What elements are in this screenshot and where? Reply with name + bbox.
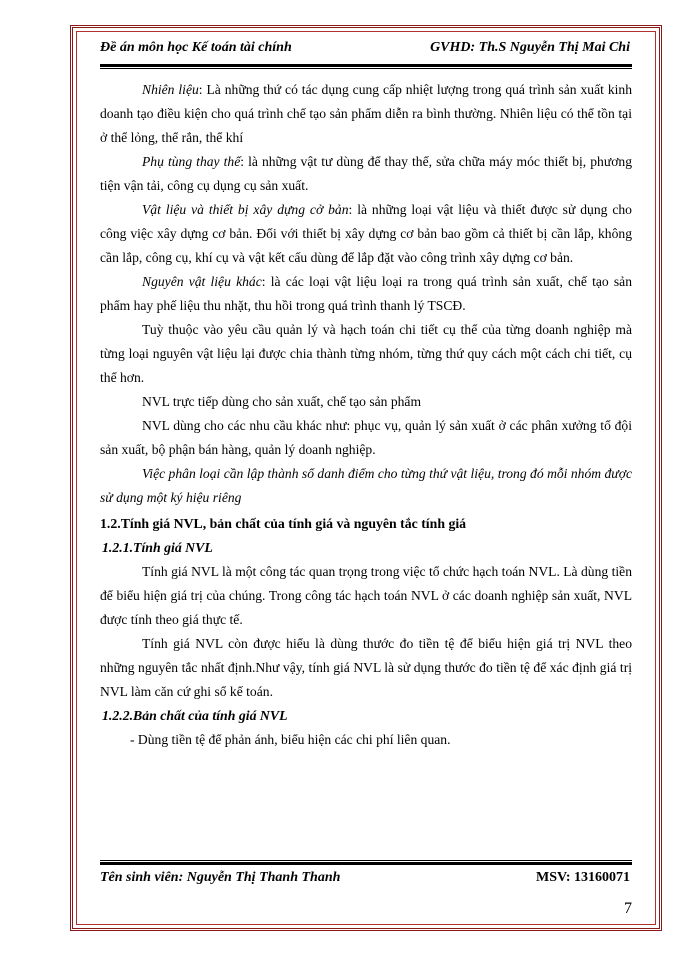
term-fuel: Nhiên liệu [142, 82, 199, 97]
footer-divider [100, 860, 632, 861]
page-footer [100, 870, 630, 892]
paragraph-pricing-principles: Tính giá NVL còn được hiểu là dùng thước đo tiền tệ để biểu hiện giá trị NVL theo những nguyên tắc nhất định.Như vậy, tính giá NVL là sử dụng thước đo tiền tệ để xác định giá trị NVL làm căn cứ ghi sổ kế toán. [100, 636, 632, 699]
paragraph-catalog-note: Việc phân loại cần lập thành sổ danh điểm cho từng thứ vật liệu, trong đó mỗi nhóm được sử dụng một ký hiệu riêng [100, 466, 632, 505]
page-number: 7 [624, 900, 632, 917]
paragraph-classification: Tuỳ thuộc vào yêu cầu quản lý và hạch toán chi tiết cụ thể của từng doanh nghiệp mà từng loại nguyên vật liệu lại được chia thành từng nhóm, từng thứ quy cách một cách chi tiết, cụ thể hơn. [100, 322, 632, 385]
text-spare-parts: : là những vật tư dùng để thay thế, sửa chữa máy móc thiết bị, phương tiện vận tải, công cụ dụng cụ sản xuất. [100, 154, 632, 193]
page-body [100, 78, 632, 752]
term-other-materials: Nguyên vật liệu khác [142, 274, 262, 289]
paragraph-pricing-definition: Tính giá NVL là một công tác quan trọng trong việc tổ chức hạch toán NVL. Là dùng tiền để biểu hiện giá trị của chúng. Trong công tác hạch toán NVL ở các doanh nghiệp sản xuất, NVL được tính theo giá thực tế. [100, 564, 632, 627]
paragraph-other-needs: NVL dùng cho các nhu cầu khác như: phục vụ, quản lý sản xuất ở các phân xưởng tổ đội sản xuất, bộ phận bán hàng, quản lý doanh nghiệp. [100, 418, 632, 457]
term-spare-parts: Phụ tùng thay thế [142, 154, 241, 169]
paragraph-construction-materials [100, 198, 632, 270]
page-header [100, 40, 630, 62]
bullet-cost-reflection: - Dùng tiền tệ để phản ánh, biểu hiện các chi phí liên quan. [130, 732, 451, 747]
text-other-materials: : là các loại vật liệu loại ra trong quá trình sản xuất, chế tạo sản phẩm hay phế liệu thu nhặt, thu hồi trong quá trình thanh lý TSCĐ. [100, 274, 632, 313]
text-construction-materials: : là những loại vật liệu và thiết được sử dụng cho công việc xây dựng cơ bản. Đối với thiết bị xây dựng cơ bản bao gồm cả thiết bị cần lắp, không cần lắp, công cụ, khí cụ và vật kết cấu dùng để lắp đặt vào công trình xây dựng cơ bản. [100, 202, 632, 265]
header-divider [100, 64, 632, 67]
paragraph-spare-parts [100, 150, 632, 198]
header-course-title: Đề án môn học Kế toán tài chính [100, 40, 292, 55]
paragraph-other-materials [100, 270, 632, 318]
heading-1-2: 1.2.Tính giá NVL, bản chất của tính giá và nguyên tắc tính giá [100, 516, 467, 531]
paragraph-fuel [100, 78, 632, 150]
term-construction-materials: Vật liệu và thiết bị xây dựng cở bản [142, 202, 349, 217]
header-instructor: GVHD: Th.S Nguyễn Thị Mai Chi [430, 40, 630, 55]
paragraph-direct-materials: NVL trực tiếp dùng cho sản xuất, chế tạo sản phẩm [142, 394, 422, 409]
heading-1-2-1: 1.2.1.Tính giá NVL [102, 540, 213, 555]
footer-student-id: MSV: 13160071 [536, 870, 630, 885]
heading-1-2-2: 1.2.2.Bản chất của tính giá NVL [102, 708, 288, 723]
text-fuel: : Là những thứ có tác dụng cung cấp nhiệt lượng trong quá trình sản xuất kinh doanh tạo điều kiện cho quá trình chế tạo sản phẩm diễn ra bình thường. Nhiên liệu có thể tồn tại ở thể lỏng, thể rắn, thể khí [100, 82, 632, 145]
footer-student-name: Tên sinh viên: Nguyễn Thị Thanh Thanh [100, 870, 341, 885]
